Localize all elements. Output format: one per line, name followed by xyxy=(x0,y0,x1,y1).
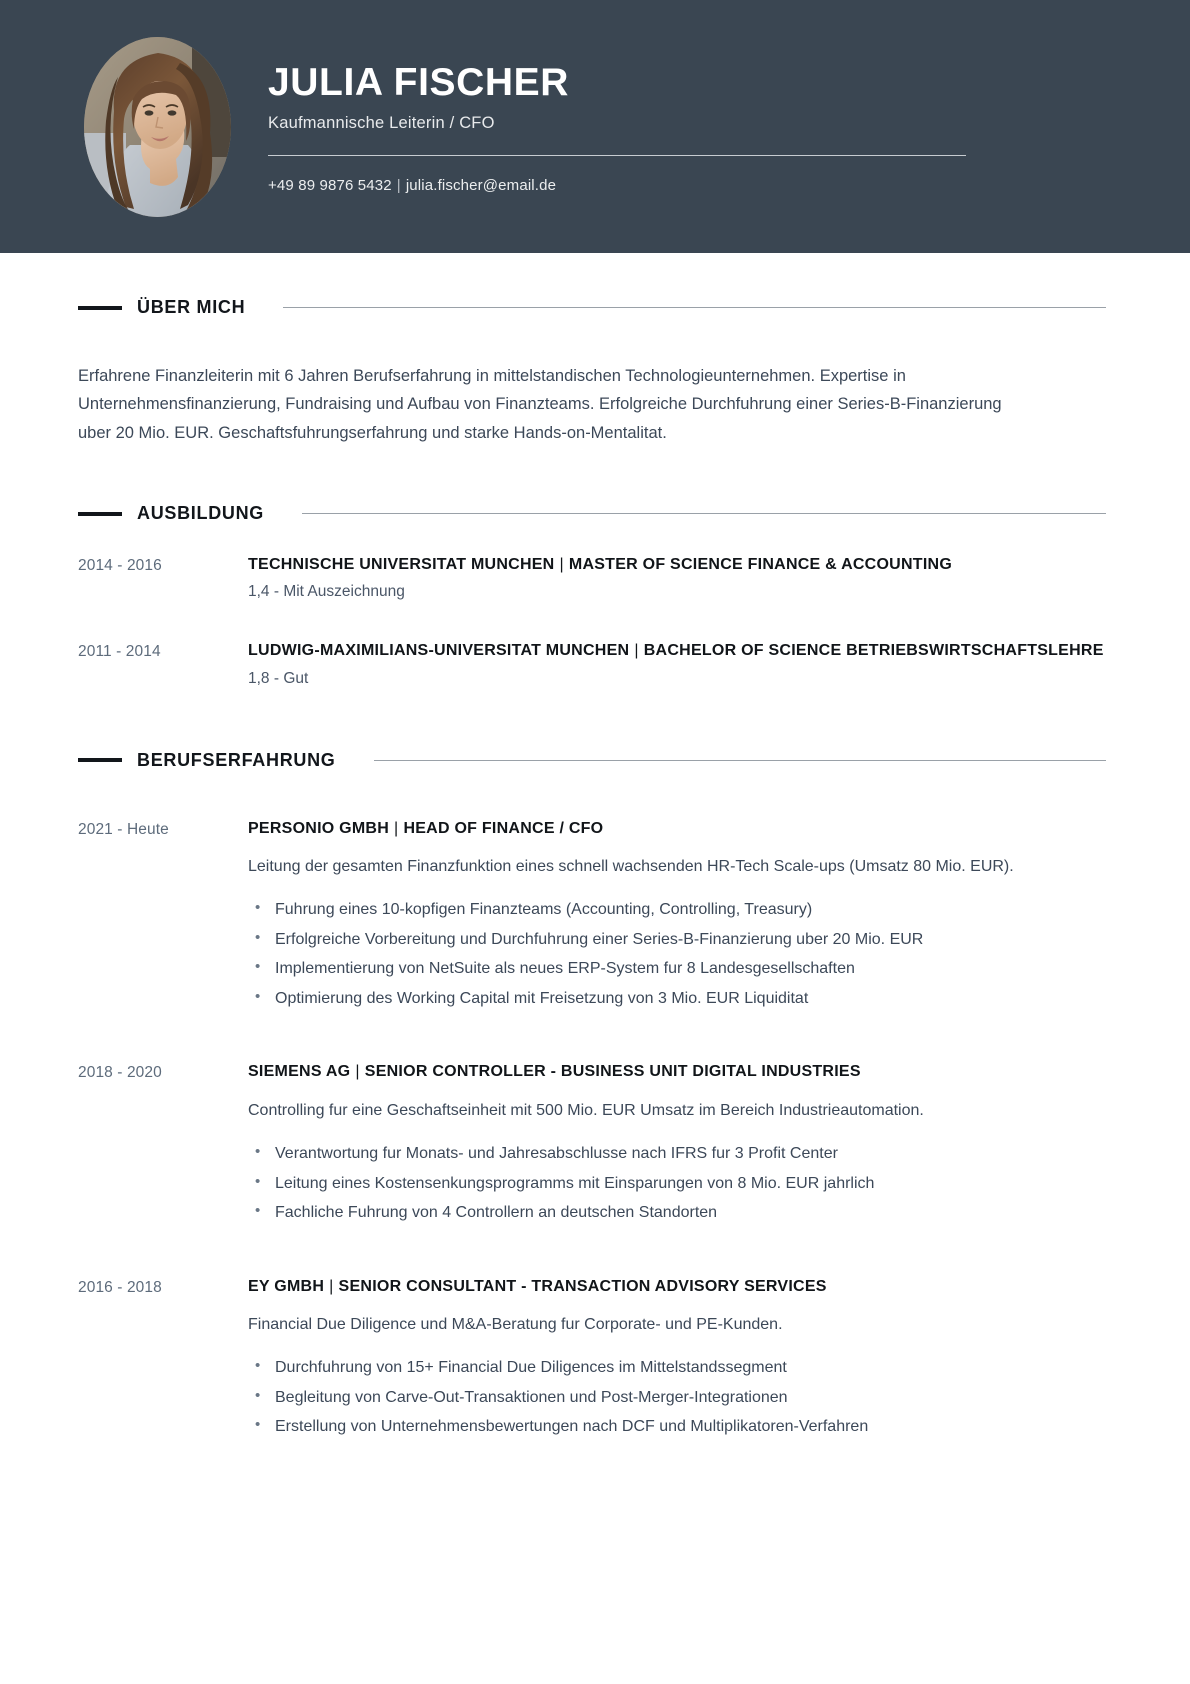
experience-title xyxy=(248,818,1106,840)
education-period: 2014 - 2016 xyxy=(78,557,162,575)
about-text: Erfahrene Finanzleiterin mit 6 Jahren Berufserfahrung in mittelstandischen Technologieunternehmen. Expertise in Unternehmensfinanzierung, Fundraising und Aufbau von Finanzteams. Erfolgreiche Durchfuhrung einer Series-B-Finanzierung uber 20 Mio. EUR. Geschaftsfuhrungserfahrung und starke Hands-on-Mentalitat. xyxy=(78,367,1002,442)
list-item: • Verantwortung fur Monats- und Jahresabschlusse nach IFRS fur 3 Profit Center xyxy=(248,1140,1028,1168)
title-separator: | xyxy=(329,1277,334,1295)
avatar-photo xyxy=(84,37,231,217)
experience-entry xyxy=(78,1061,1106,1228)
section-education xyxy=(78,447,1106,690)
experience-bullets xyxy=(248,1354,1106,1441)
contact-line xyxy=(268,177,1070,194)
header-divider xyxy=(268,155,966,156)
contact-separator: | xyxy=(396,177,401,195)
list-item: • Erfolgreiche Vorbereitung und Durchfuhrung einer Series-B-Finanzierung uber 20 Mio. EUR xyxy=(248,926,1028,954)
list-item: • Durchfuhrung von 15+ Financial Due Diligences im Mittelstandssegment xyxy=(248,1354,1028,1382)
job-title: Kaufmannische Leiterin / CFO xyxy=(268,114,495,133)
list-item: • Implementierung von NetSuite als neues ERP-System fur 8 Landesgesellschaften xyxy=(248,955,1028,983)
section-dash-icon xyxy=(78,306,122,310)
title-separator: | xyxy=(394,819,399,837)
experience-entry xyxy=(78,818,1106,1015)
education-degree: MASTER OF SCIENCE FINANCE & ACCOUNTING xyxy=(568,556,953,574)
experience-bullets xyxy=(248,896,1106,1012)
experience-title xyxy=(248,1276,1106,1298)
list-item: • Begleitung von Carve-Out-Transaktionen und Post-Merger-Integrationen xyxy=(248,1384,1028,1412)
experience-company: PERSONIO GMBH xyxy=(248,819,390,837)
experience-period: 2016 - 2018 xyxy=(78,1278,162,1296)
education-period: 2011 - 2014 xyxy=(78,643,161,661)
experience-description: Controlling fur eine Geschaftseinheit mit 500 Mio. EUR Umsatz im Bereich Industrieautomation. xyxy=(248,1101,924,1119)
experience-company: SIEMENS AG xyxy=(248,1063,351,1081)
section-about xyxy=(78,253,1106,447)
experience-position: SENIOR CONTROLLER - BUSINESS UNIT DIGITAL INDUSTRIES xyxy=(364,1063,861,1081)
section-dash-icon xyxy=(78,758,122,762)
list-item: • Fuhrung eines 10-kopfigen Finanzteams (Accounting, Controlling, Treasury) xyxy=(248,896,1028,924)
education-entry xyxy=(78,640,1106,689)
list-item: • Erstellung von Unternehmensbewertungen nach DCF und Multiplikatoren-Verfahren xyxy=(248,1413,1028,1441)
list-item: • Optimierung des Working Capital mit Freisetzung von 3 Mio. EUR Liquiditat xyxy=(248,985,1028,1013)
experience-period: 2018 - 2020 xyxy=(78,1064,162,1082)
resume-body xyxy=(0,253,1190,1503)
experience-entry xyxy=(78,1276,1106,1443)
email-address: julia.fischer@email.de xyxy=(405,177,557,195)
list-item: • Fachliche Fuhrung von 4 Controllern an deutschen Standorten xyxy=(248,1199,1028,1227)
experience-title xyxy=(248,1061,1106,1083)
avatar xyxy=(84,37,231,217)
section-header-experience xyxy=(78,750,1106,771)
section-rule xyxy=(302,513,1106,514)
section-rule xyxy=(283,307,1106,308)
section-title-experience: BERUFSERFAHRUNG xyxy=(137,749,336,770)
section-experience xyxy=(78,690,1106,1443)
section-title-education: AUSBILDUNG xyxy=(137,503,264,524)
title-separator: | xyxy=(559,556,564,574)
experience-position: SENIOR CONSULTANT - TRANSACTION ADVISORY SERVICES xyxy=(338,1277,827,1295)
section-rule xyxy=(374,760,1106,761)
education-title xyxy=(248,554,1106,576)
phone-number: +49 89 9876 5432 xyxy=(268,177,392,195)
experience-company: EY GMBH xyxy=(248,1277,325,1295)
experience-bullets xyxy=(248,1140,1106,1227)
list-item: • Leitung eines Kostensenkungsprogramms mit Einsparungen von 8 Mio. EUR jahrlich xyxy=(248,1170,1028,1198)
experience-position: HEAD OF FINANCE / CFO xyxy=(403,819,604,837)
experience-description: Leitung der gesamten Finanzfunktion eines schnell wachsenden HR-Tech Scale-ups (Umsatz 80 Mio. EUR). xyxy=(248,857,1014,875)
section-title-about: ÜBER MICH xyxy=(137,297,246,317)
education-title xyxy=(248,640,1106,662)
education-degree: BACHELOR OF SCIENCE BETRIEBSWIRTSCHAFTSLEHRE xyxy=(643,642,1104,660)
section-dash-icon xyxy=(78,512,122,516)
page-title: JULIA FISCHER xyxy=(268,60,570,104)
section-header-education xyxy=(78,503,1106,524)
education-entry xyxy=(78,554,1106,603)
resume-header xyxy=(0,0,1190,253)
title-separator: | xyxy=(355,1063,360,1081)
education-institution: LUDWIG-MAXIMILIANS-UNIVERSITAT MUNCHEN xyxy=(248,642,630,660)
experience-description: Financial Due Diligence und M&A-Beratung fur Corporate- und PE-Kunden. xyxy=(248,1315,783,1333)
education-grade: 1,4 - Mit Auszeichnung xyxy=(248,583,405,601)
header-text-block xyxy=(268,59,1190,195)
education-grade: 1,8 - Gut xyxy=(248,669,309,687)
title-separator: | xyxy=(634,642,639,660)
experience-period: 2021 - Heute xyxy=(78,820,169,838)
education-institution: TECHNISCHE UNIVERSITAT MUNCHEN xyxy=(248,556,555,574)
section-header-about xyxy=(78,297,1106,318)
